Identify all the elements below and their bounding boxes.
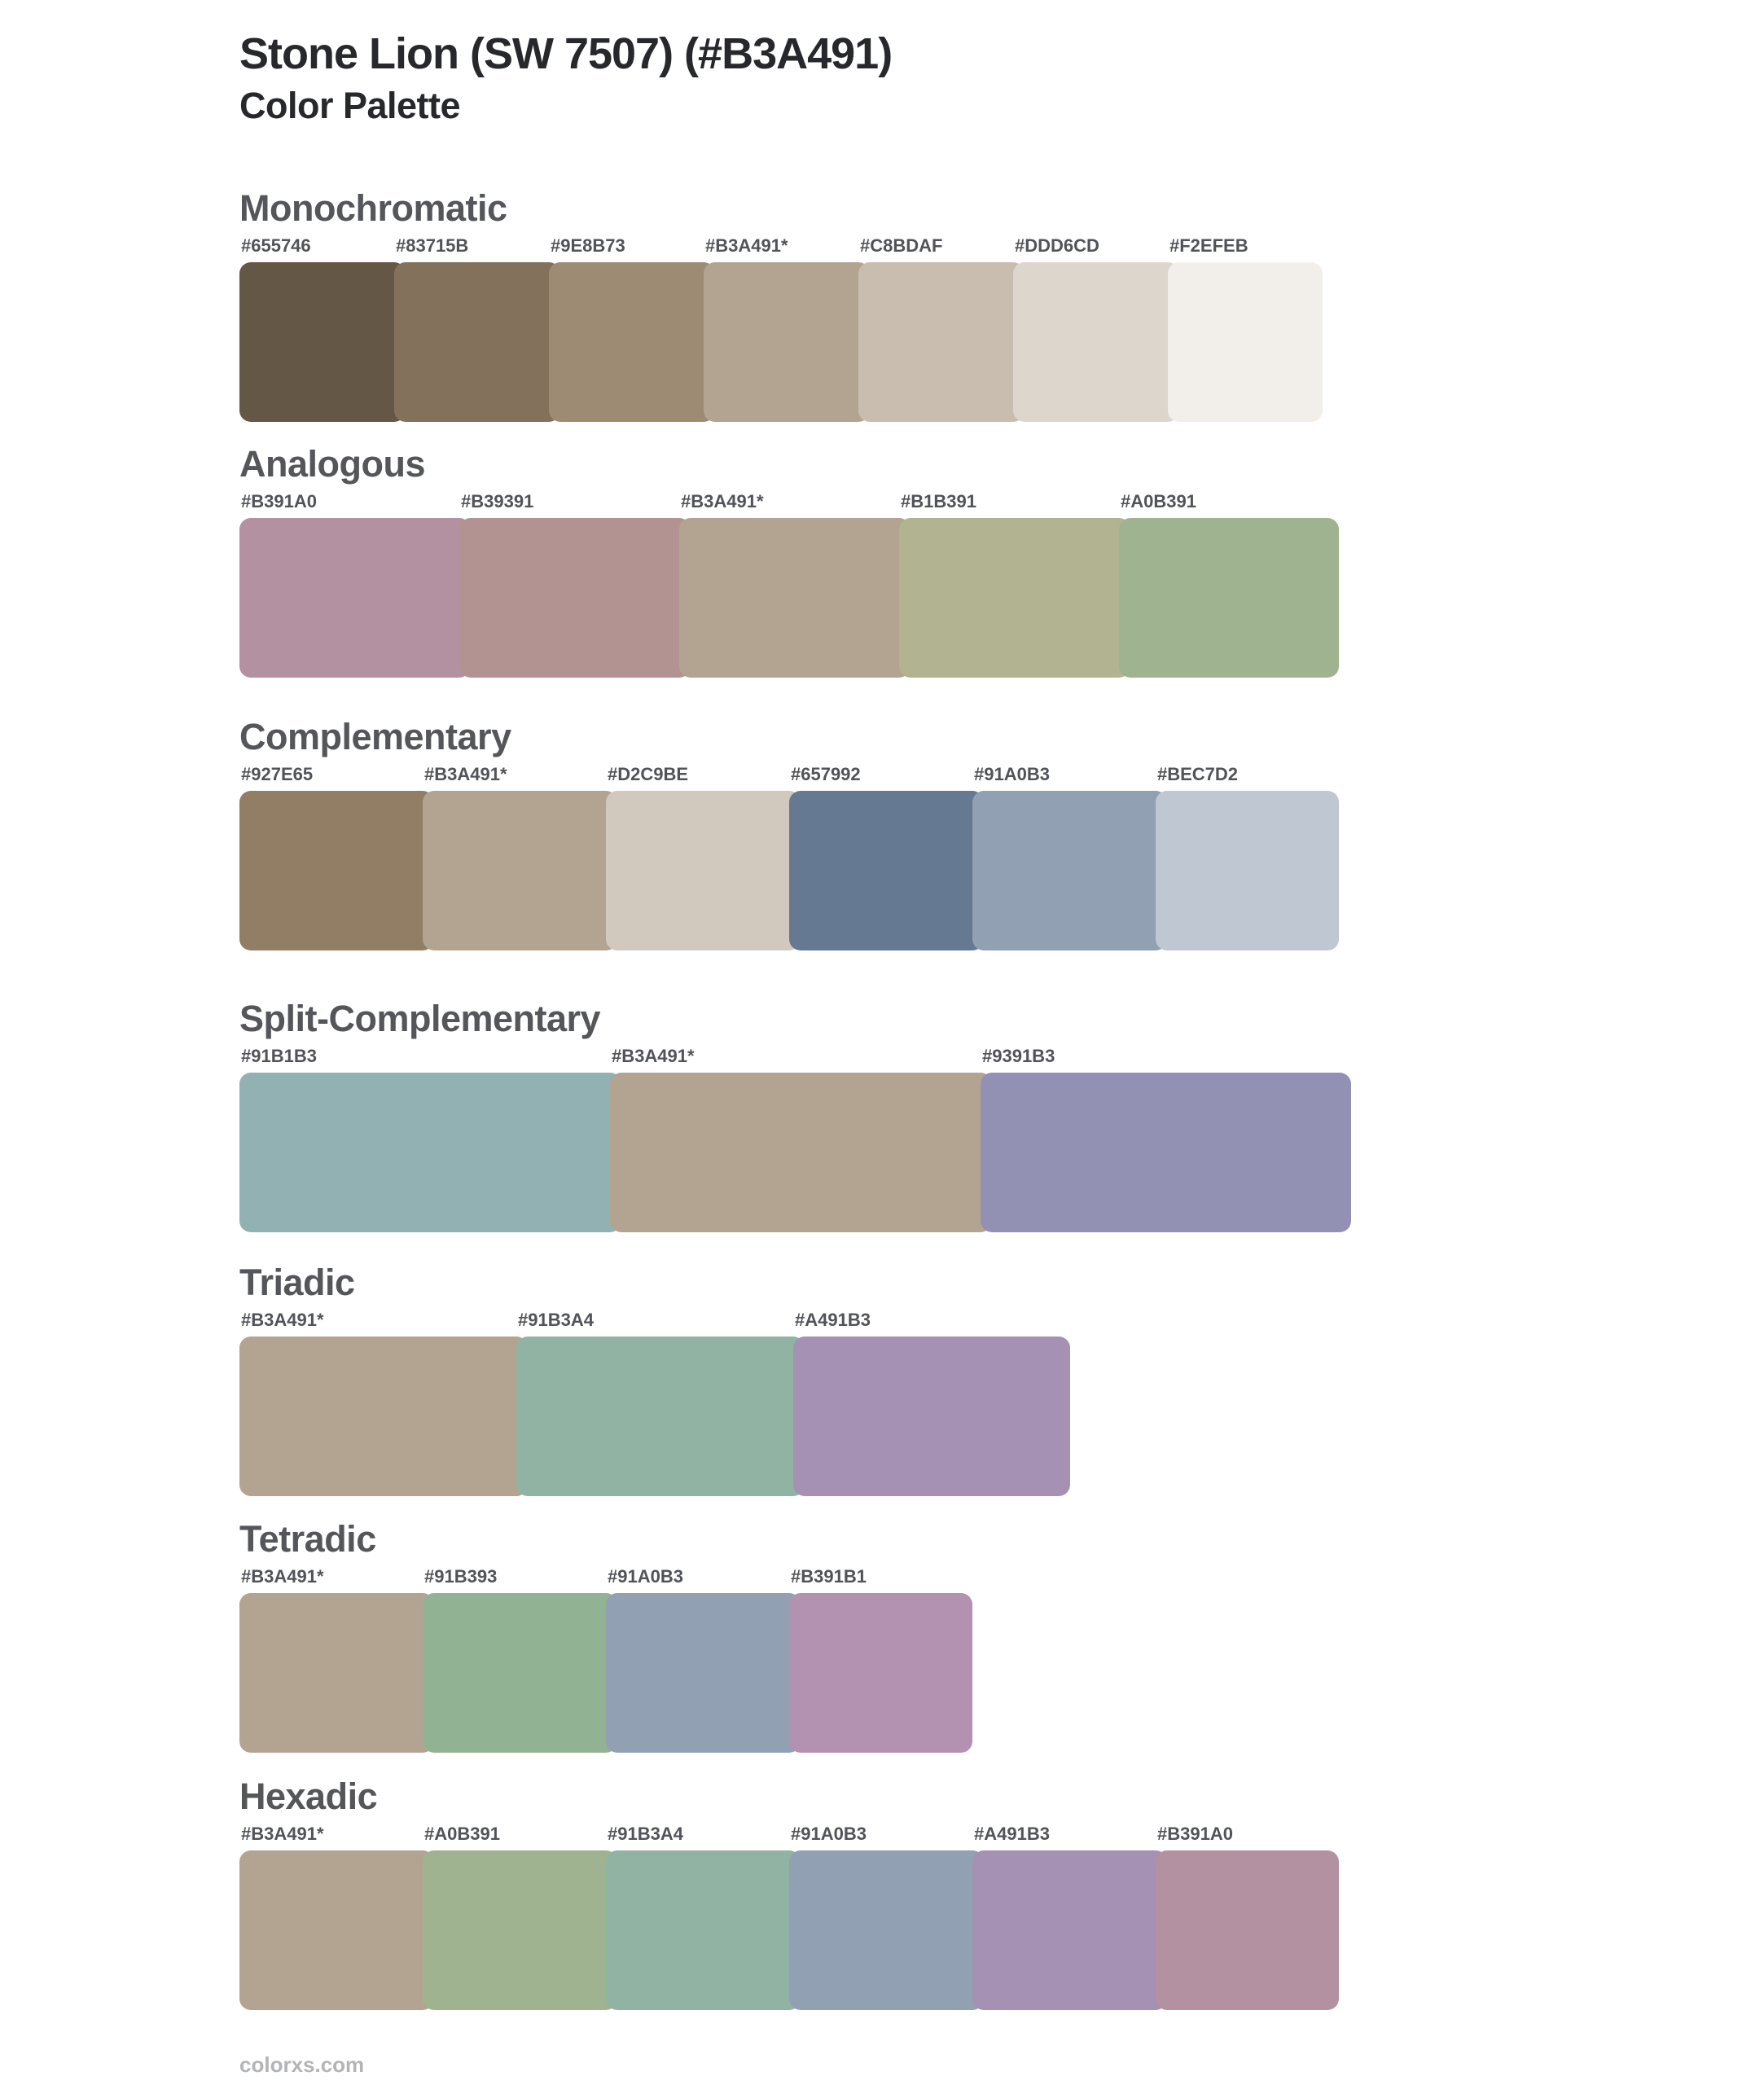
hex-label: #9391B3 bbox=[982, 1046, 1055, 1066]
hex-label: #91B3A4 bbox=[608, 1824, 683, 1844]
hex-label: #91B393 bbox=[424, 1566, 498, 1587]
hex-label: #BEC7D2 bbox=[1157, 764, 1239, 784]
section-hexadic bbox=[239, 1776, 1396, 2010]
hex-label: #91B3A4 bbox=[518, 1310, 594, 1330]
color-swatch[interactable] bbox=[1013, 262, 1179, 422]
color-swatch[interactable] bbox=[972, 791, 1167, 950]
color-swatch[interactable] bbox=[789, 791, 984, 950]
section-complementary bbox=[239, 717, 1396, 950]
hex-label: #B3A491* bbox=[612, 1046, 695, 1066]
hex-label: #91A0B3 bbox=[974, 764, 1050, 784]
color-swatch[interactable] bbox=[606, 791, 801, 950]
section-heading: Tetradic bbox=[239, 1518, 376, 1560]
color-swatch[interactable] bbox=[793, 1337, 1070, 1496]
color-swatch[interactable] bbox=[394, 262, 560, 422]
section-heading: Split-Complementary bbox=[239, 998, 601, 1039]
color-swatch[interactable] bbox=[606, 1593, 801, 1753]
section-heading: Monochromatic bbox=[239, 187, 507, 229]
hex-labels-row bbox=[239, 491, 1396, 512]
hex-label: #91A0B3 bbox=[608, 1566, 683, 1587]
hex-labels-row bbox=[239, 1310, 1396, 1331]
hex-label: #927E65 bbox=[241, 764, 314, 784]
hex-label: #B3A491* bbox=[241, 1566, 324, 1587]
footer-site-link[interactable]: colorxs.com bbox=[239, 2052, 365, 2077]
hex-label: #91B1B3 bbox=[241, 1046, 317, 1066]
swatch-row bbox=[239, 1073, 1396, 1232]
color-swatch[interactable] bbox=[679, 518, 911, 678]
hex-label: #F2EFEB bbox=[1169, 235, 1248, 256]
hex-label: #A491B3 bbox=[974, 1824, 1050, 1844]
color-swatch[interactable] bbox=[981, 1073, 1351, 1232]
hex-label: #B1B391 bbox=[901, 491, 976, 511]
swatch-row bbox=[239, 262, 1396, 422]
color-swatch[interactable] bbox=[1156, 1850, 1339, 2010]
hex-label: #91A0B3 bbox=[791, 1824, 867, 1844]
hex-label: #B3A491* bbox=[241, 1824, 324, 1844]
hex-labels-row bbox=[239, 235, 1396, 257]
section-heading: Analogous bbox=[239, 443, 425, 485]
hex-label: #B3A491* bbox=[241, 1310, 324, 1330]
color-swatch[interactable] bbox=[1168, 262, 1323, 422]
hex-label: #A0B391 bbox=[424, 1824, 500, 1844]
swatch-row bbox=[239, 791, 1396, 950]
hex-labels-row bbox=[239, 764, 1396, 785]
hex-label: #B391A0 bbox=[1157, 1824, 1233, 1844]
hex-label: #83715B bbox=[396, 235, 469, 256]
hex-label: #B3A491* bbox=[424, 764, 507, 784]
color-swatch[interactable] bbox=[858, 262, 1025, 422]
color-swatch[interactable] bbox=[972, 1850, 1167, 2010]
hex-label: #9E8B73 bbox=[551, 235, 625, 256]
swatch-row bbox=[239, 1593, 1396, 1753]
hex-label: #B391B1 bbox=[791, 1566, 867, 1587]
color-swatch[interactable] bbox=[704, 262, 870, 422]
hex-label: #DDD6CD bbox=[1015, 235, 1099, 256]
color-swatch[interactable] bbox=[239, 1593, 434, 1753]
hex-label: #655746 bbox=[241, 235, 311, 256]
page-subtitle: Color Palette bbox=[239, 85, 461, 126]
color-swatch[interactable] bbox=[610, 1073, 992, 1232]
section-triadic bbox=[239, 1262, 1396, 1496]
hex-label: #B39391 bbox=[461, 491, 534, 511]
color-swatch[interactable] bbox=[239, 1850, 434, 2010]
color-swatch[interactable] bbox=[1156, 791, 1339, 950]
hex-labels-row bbox=[239, 1824, 1396, 1845]
section-split-complementary bbox=[239, 999, 1396, 1232]
swatch-row bbox=[239, 518, 1396, 678]
color-swatch[interactable] bbox=[239, 1337, 528, 1496]
color-swatch[interactable] bbox=[1119, 518, 1339, 678]
color-swatch[interactable] bbox=[423, 1850, 617, 2010]
swatch-row bbox=[239, 1337, 1396, 1496]
color-swatch[interactable] bbox=[789, 1850, 984, 2010]
color-swatch[interactable] bbox=[239, 518, 471, 678]
section-heading: Triadic bbox=[239, 1262, 355, 1303]
section-heading: Hexadic bbox=[239, 1776, 378, 1817]
color-swatch[interactable] bbox=[423, 791, 617, 950]
page-title: Stone Lion (SW 7507) (#B3A491) bbox=[239, 29, 893, 78]
hex-label: #657992 bbox=[791, 764, 861, 784]
color-swatch[interactable] bbox=[549, 262, 715, 422]
color-swatch[interactable] bbox=[239, 791, 434, 950]
color-swatch[interactable] bbox=[239, 1073, 621, 1232]
color-swatch[interactable] bbox=[516, 1337, 805, 1496]
section-analogous bbox=[239, 444, 1396, 678]
section-monochromatic bbox=[239, 188, 1396, 422]
hex-label: #D2C9BE bbox=[608, 764, 689, 784]
hex-labels-row bbox=[239, 1566, 1396, 1587]
color-swatch[interactable] bbox=[606, 1850, 801, 2010]
hex-label: #B3A491* bbox=[705, 235, 788, 256]
hex-label: #A0B391 bbox=[1121, 491, 1196, 511]
color-swatch[interactable] bbox=[899, 518, 1130, 678]
color-swatch[interactable] bbox=[239, 262, 406, 422]
hex-label: #B391A0 bbox=[241, 491, 317, 511]
hex-labels-row bbox=[239, 1046, 1396, 1067]
section-heading: Complementary bbox=[239, 716, 511, 757]
page-content bbox=[239, 0, 1396, 2078]
section-tetradic bbox=[239, 1519, 1396, 1753]
color-swatch[interactable] bbox=[459, 518, 691, 678]
palette-sections bbox=[239, 188, 1396, 2010]
color-swatch[interactable] bbox=[423, 1593, 617, 1753]
hex-label: #A491B3 bbox=[795, 1310, 871, 1330]
hex-label: #C8BDAF bbox=[860, 235, 943, 256]
hex-label: #B3A491* bbox=[681, 491, 764, 511]
swatch-row bbox=[239, 1850, 1396, 2010]
color-swatch[interactable] bbox=[789, 1593, 972, 1753]
